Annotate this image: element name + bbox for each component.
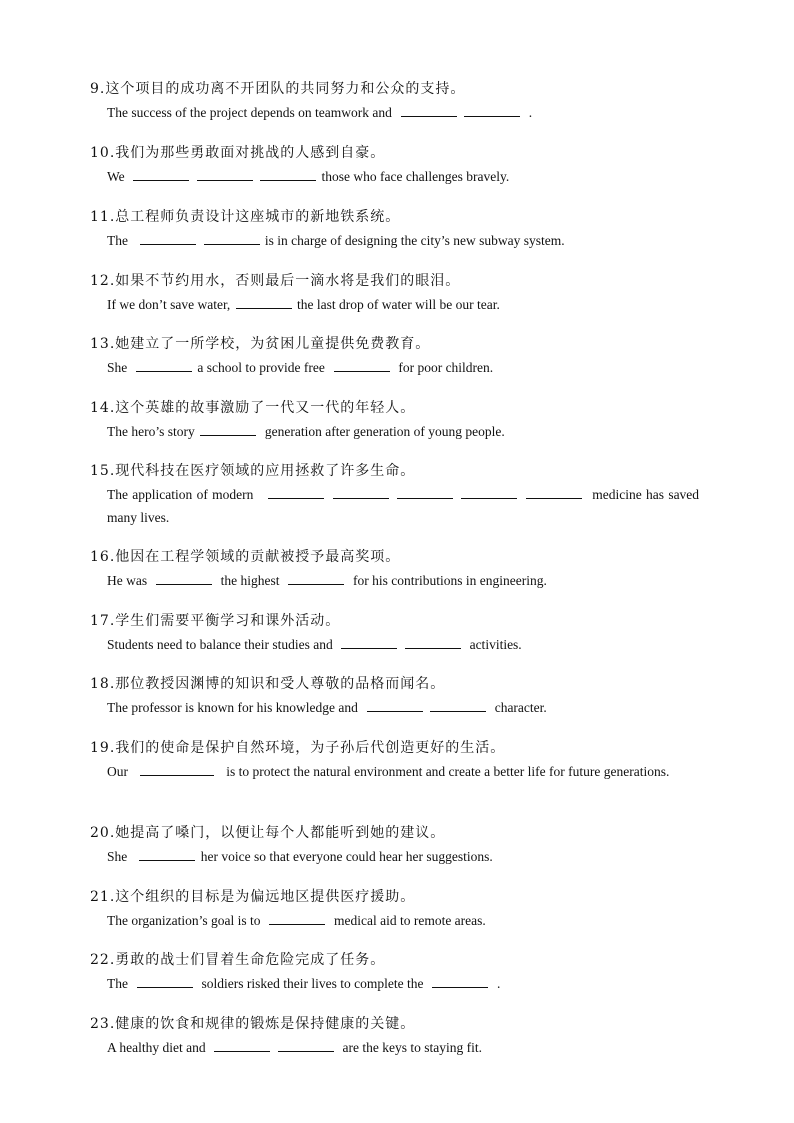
answer-blank[interactable] (268, 497, 324, 499)
exercise-23-chinese: 23.健康的饮食和规律的锻炼是保持健康的关键。 (90, 1016, 416, 1032)
exercise-22-english: The soldiers risked their lives to complete the . (107, 976, 501, 991)
answer-blank[interactable] (214, 1050, 270, 1052)
answer-blank[interactable] (260, 179, 316, 181)
exercise-19-chinese: 19.我们的使命是保护自然环境，为子孙后代创造更好的生活。 (90, 740, 506, 756)
answer-blank[interactable] (269, 923, 325, 925)
answer-blank[interactable] (200, 434, 256, 436)
exercise-13-chinese: 13.她建立了一所学校，为贫困儿童提供免费教育。 (90, 336, 431, 352)
answer-blank[interactable] (526, 497, 582, 499)
exercise-18-english: The professor is known for his knowledge and character. (107, 700, 547, 715)
answer-blank[interactable] (430, 710, 486, 712)
answer-blank[interactable] (140, 774, 214, 776)
answer-blank[interactable] (333, 497, 389, 499)
exercise-15-english: The application of modern medicine has saved many lives. (107, 487, 700, 525)
exercise-10-english: We those who face challenges bravely. (107, 169, 510, 184)
answer-blank[interactable] (341, 647, 397, 649)
answer-blank[interactable] (278, 1050, 334, 1052)
exercise-16-chinese: 16.他因在工程学领域的贡献被授予最高奖项。 (90, 549, 401, 565)
exercise-12-chinese: 12.如果不节约用水，否则最后一滴水将是我们的眼泪。 (90, 273, 461, 289)
exercise-21-english: The organization’s goal is to medical aid to remote areas. (107, 913, 486, 928)
exercise-14-chinese: 14.这个英雄的故事激励了一代又一代的年轻人。 (90, 400, 416, 416)
answer-blank[interactable] (139, 859, 195, 861)
answer-blank[interactable] (133, 179, 189, 181)
exercise-12-english: If we don’t save water, the last drop of water will be our tear. (107, 297, 500, 312)
answer-blank[interactable] (136, 370, 192, 372)
answer-blank[interactable] (461, 497, 517, 499)
exercise-18-chinese: 18.那位教授因渊博的知识和受人尊敬的品格而闻名。 (90, 676, 446, 692)
answer-blank[interactable] (334, 370, 390, 372)
exercise-19-english: Our is to protect the natural environment and create a better life for future generations. (107, 764, 670, 779)
answer-blank[interactable] (140, 243, 196, 245)
exercise-23-english: A healthy diet and are the keys to staying fit. (107, 1040, 482, 1055)
answer-blank[interactable] (432, 986, 488, 988)
answer-blank[interactable] (137, 986, 193, 988)
answer-blank[interactable] (405, 647, 461, 649)
exercise-21-chinese: 21.这个组织的目标是为偏远地区提供医疗援助。 (90, 889, 416, 905)
answer-blank[interactable] (464, 115, 520, 117)
exercise-20-chinese: 20.她提高了嗓门，以便让每个人都能听到她的建议。 (90, 825, 446, 841)
exercise-14-english: The hero’s story generation after generation of young people. (107, 424, 505, 439)
answer-blank[interactable] (197, 179, 253, 181)
answer-blank[interactable] (236, 307, 292, 309)
exercise-13-english: She a school to provide free for poor children. (107, 360, 494, 375)
exercise-17-english: Students need to balance their studies and activities. (107, 637, 522, 652)
answer-blank[interactable] (156, 583, 212, 585)
answer-blank[interactable] (401, 115, 457, 117)
exercise-11-english: The is in charge of designing the city’s new subway system. (107, 233, 565, 248)
exercise-9-english: The success of the project depends on teamwork and . (107, 105, 533, 120)
exercise-16-english: He was the highest for his contributions in engineering. (107, 573, 547, 588)
exercise-9-chinese: 9.这个项目的成功离不开团队的共同努力和公众的支持。 (90, 81, 466, 97)
exercise-20-english: She her voice so that everyone could hear her suggestions. (107, 849, 493, 864)
exercise-17-chinese: 17.学生们需要平衡学习和课外活动。 (90, 613, 341, 629)
answer-blank[interactable] (204, 243, 260, 245)
exercise-11-chinese: 11.总工程师负责设计这座城市的新地铁系统。 (90, 209, 401, 225)
exercise-15-chinese: 15.现代科技在医疗领域的应用拯救了许多生命。 (90, 463, 416, 479)
exercise-10-chinese: 10.我们为那些勇敢面对挑战的人感到自豪。 (90, 145, 386, 161)
answer-blank[interactable] (288, 583, 344, 585)
answer-blank[interactable] (367, 710, 423, 712)
exercise-22-chinese: 22.勇敢的战士们冒着生命危险完成了任务。 (90, 952, 386, 968)
answer-blank[interactable] (397, 497, 453, 499)
